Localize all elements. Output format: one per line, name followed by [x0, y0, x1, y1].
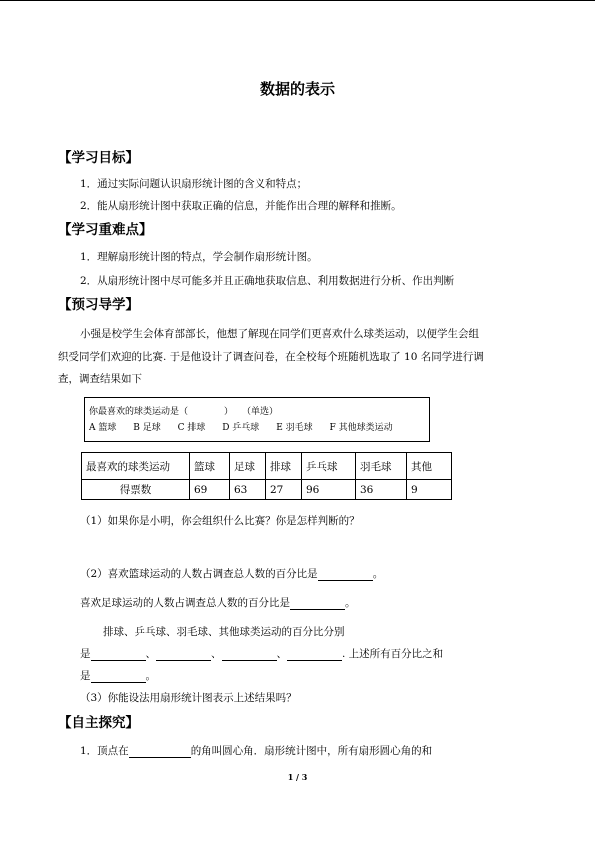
section-heading-keypoints: 【学习重难点】: [58, 222, 153, 238]
page-number: 1 / 3: [287, 772, 308, 782]
table-cell: 得票数: [82, 480, 190, 500]
table-cell: 96: [302, 480, 356, 500]
answer-blank[interactable]: [290, 597, 345, 610]
question-3: （3）你能设法用扇形统计图表示上述结果吗？: [80, 692, 297, 704]
separator: 、: [211, 648, 222, 660]
question-2d: [80, 668, 156, 683]
goal-item: 2．能从扇形统计图中获取正确的信息，并能作出合理的解释和推断。: [80, 200, 402, 212]
table-header-cell: 乒乓球: [302, 453, 356, 480]
survey-option-d: D 乒乓球: [222, 423, 260, 433]
section-heading-preview: 【预习导学】: [58, 297, 139, 313]
separator: 、: [145, 648, 156, 660]
keypoint-item: 1．理解扇形统计图的特点，学会制作扇形统计图。: [80, 251, 318, 263]
table-header-cell: 羽毛球: [356, 453, 407, 480]
survey-option-e: E 羽毛球: [276, 423, 313, 433]
table-row: [82, 480, 452, 500]
answer-blank[interactable]: [91, 648, 146, 661]
intro-paragraph-line: 查，调查结果如下: [58, 373, 142, 385]
explore-item-1-suffix: 的角叫圆心角．扇形统计图中，所有扇形圆心角的和: [190, 745, 433, 757]
question-2b-text: 喜欢足球运动的人数占调查总人数的百分比是: [80, 597, 290, 609]
answer-blank[interactable]: [222, 648, 277, 661]
explore-item-1: [80, 743, 432, 758]
question-2c-text: 是: [80, 648, 91, 660]
question-1: （1）如果你是小明，你会组织什么比赛？你是怎样判断的？: [80, 515, 360, 527]
table-header-cell: 最喜欢的球类运动: [82, 453, 190, 480]
survey-question: 你最喜欢的球类运动是（ ） （单选）: [89, 407, 279, 417]
question-2d-text: 是: [80, 670, 91, 682]
section-heading-explore: 【自主探究】: [58, 715, 139, 731]
punctuation: 。: [145, 670, 156, 682]
answer-blank[interactable]: [129, 745, 191, 758]
explore-item-1-text: 1．顶点在: [80, 745, 129, 757]
table-header-cell: 篮球: [190, 453, 230, 480]
survey-options: [89, 420, 407, 433]
survey-questionnaire-box: [84, 397, 430, 442]
punctuation: 。: [345, 597, 356, 609]
survey-option-f: F 其他球类运动: [329, 423, 393, 433]
answer-blank[interactable]: [91, 670, 146, 683]
table-cell: 69: [190, 480, 230, 500]
question-2c-line1: 排球、乒乓球、羽毛球、其他球类运动的百分比分别: [103, 626, 345, 638]
intro-paragraph-line: 小强是校学生会体育部部长，他想了解现在同学们更喜欢什么球类运动，以便学生会组: [80, 328, 479, 340]
answer-blank[interactable]: [156, 648, 211, 661]
answer-blank[interactable]: [318, 568, 373, 581]
keypoint-item: 2．从扇形统计图中尽可能多并且正确地获取信息、利用数据进行分析、作出判断: [80, 275, 455, 287]
table-header-cell: 排球: [266, 453, 302, 480]
page-title: 数据的表示: [259, 80, 335, 98]
survey-option-c: C 排球: [177, 423, 206, 433]
table-cell: 9: [407, 480, 452, 500]
section-heading-goals: 【学习目标】: [58, 150, 139, 166]
goal-item: 1．通过实际问题认识扇形统计图的含义和特点；: [80, 178, 308, 190]
question-2-text: （2）喜欢篮球运动的人数占调查总人数的百分比是: [80, 568, 318, 580]
answer-blank[interactable]: [287, 648, 342, 661]
punctuation: 。: [372, 568, 384, 580]
table-cell: 36: [356, 480, 407, 500]
question-2: [80, 566, 383, 581]
table-header-row: [82, 453, 452, 480]
survey-option-b: B 足球: [133, 423, 161, 433]
question-2c-line2: [80, 646, 443, 661]
vote-results-table: [81, 452, 452, 500]
table-cell: 63: [230, 480, 266, 500]
intro-paragraph-line: 织受同学们欢迎的比赛. 于是他设计了调查问卷，在全校每个班随机选取了 10 名同学进行调: [58, 351, 484, 363]
question-2b: [80, 595, 356, 610]
top-rule: [0, 0, 595, 1]
survey-option-a: A 篮球: [89, 423, 117, 433]
separator: 、: [276, 648, 287, 660]
table-header-cell: 其他: [407, 453, 452, 480]
table-cell: 27: [266, 480, 302, 500]
table-header-cell: 足球: [230, 453, 266, 480]
question-2c-suffix: . 上述所有百分比之和: [342, 648, 444, 660]
